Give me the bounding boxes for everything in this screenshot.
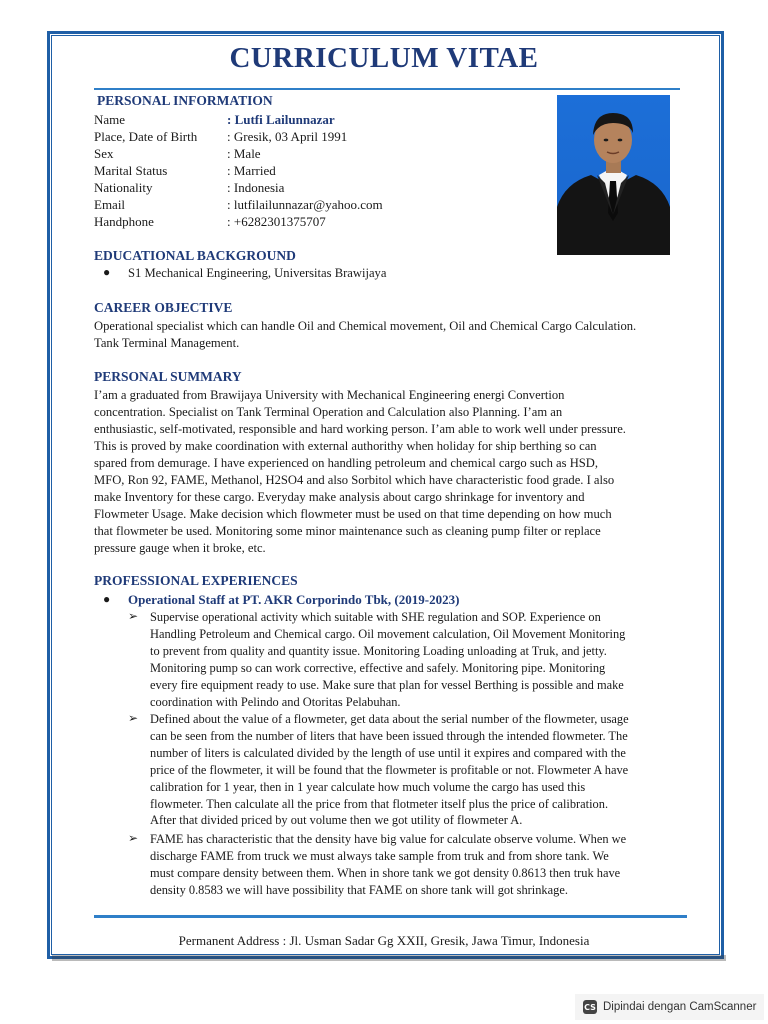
text-line: make Inventory for these cargo. Everyday make analysis about cargo shrinkage for inventory and — [94, 490, 585, 504]
text-line: FAME has characteristic that the density have big value for calculate observe volume. When we — [150, 832, 627, 846]
experience-point — [150, 831, 676, 899]
text-line: to prevent from quality and quantity issue. Monitoring Loading unloading at Truk, and jetty. — [150, 643, 607, 658]
info-label: Place, Date of Birth — [94, 129, 198, 144]
text-line: Monitoring pump so can work corrective, effective and safely. Monitoring pipe. Monitoring — [150, 660, 606, 675]
personal-summary-heading: PERSONAL SUMMARY — [94, 369, 242, 384]
text-line: price of the flowmeter, it will be found that the flowmeter is profitable or not. Flowmeter A have — [150, 762, 629, 777]
document-title: CURRICULUM VITAE — [229, 42, 539, 74]
bullet-dot: ● — [103, 265, 111, 279]
text-line: Supervise operational activity which suitable with SHE regulation and SOP. Experience on — [150, 610, 601, 624]
text-line: After that divided priced by out volume then we got utility of flowmeter A. — [150, 813, 523, 828]
info-value: : +6282301375707 — [227, 214, 326, 229]
info-row-birth — [94, 128, 347, 145]
text-line: calibration for 1 year, then in 1 year calculate how much volume the cargo has used this — [150, 779, 586, 794]
footer-rule — [94, 915, 687, 918]
text-line: flowmeter. Then calculate all the price from that flotmeter itself plus the price of calibration. — [150, 796, 609, 811]
page-shadow — [52, 955, 726, 961]
experience-heading: PROFESSIONAL EXPERIENCES — [94, 573, 298, 588]
camscanner-logo-icon: CS — [583, 1000, 597, 1014]
info-label: Name — [94, 112, 126, 127]
experience-point — [150, 711, 676, 829]
info-row-handphone — [94, 213, 326, 230]
info-label: Marital Status — [94, 163, 168, 178]
arrow-bullet-icon: ➢ — [128, 711, 139, 725]
arrow-bullet-icon: ➢ — [128, 831, 139, 845]
info-value: : Married — [227, 163, 276, 178]
experience-point — [150, 609, 676, 710]
personal-info-heading: PERSONAL INFORMATION — [97, 93, 273, 108]
text-line: density 0.8583 we will have possibility that FAME on shore tank will got shrinkage. — [150, 882, 568, 897]
text-line: MFO, Ron 92, FAME, Methanol, H2SO4 and also Sorbitol which have characteristic food grade. I also — [94, 473, 615, 487]
info-row-nationality — [94, 179, 284, 196]
text-line: Flowmeter Usage. Make decision which flowmeter must be used on that time depending on how much — [94, 507, 612, 521]
info-row-marital — [94, 162, 276, 179]
info-label: Email — [94, 197, 126, 212]
info-row-email — [94, 196, 383, 213]
job-title: Operational Staff at PT. AKR Corporindo Tbk, (2019-2023) — [128, 592, 460, 607]
text-line: number of liters is calculated divided by the length of use until it expires and compared with the — [150, 745, 626, 760]
text-line: must compare density between them. When in shore tank we got density 0.8613 then truk have — [150, 865, 621, 880]
camscanner-text: Dipindai dengan CamScanner — [603, 1001, 757, 1013]
text-line: This is proved by make coordination with external authorithy when holiday for ship berthing so can — [94, 439, 597, 453]
text-line: spared from demurage. I have experienced on handling petroleum and chemical cargo such as HSD, — [94, 456, 599, 470]
info-label: Sex — [94, 146, 114, 161]
info-value: : Lutfi Lailunnazar — [227, 112, 335, 127]
career-objective-heading: CAREER OBJECTIVE — [94, 300, 233, 315]
text-line: pressure gauge when it broke, etc. — [94, 541, 266, 555]
education-item: S1 Mechanical Engineering, Universitas Brawijaya — [128, 266, 387, 280]
info-label: Nationality — [94, 180, 153, 195]
info-row-name — [94, 111, 335, 128]
info-row-sex — [94, 145, 261, 162]
info-value: : Gresik, 03 April 1991 — [227, 129, 348, 144]
title-rule — [94, 88, 680, 90]
profile-photo — [557, 95, 670, 255]
text-line: Tank Terminal Management. — [94, 336, 240, 350]
text-line: every fire equipment ready to use. Make sure that plan for vessel Berthing is possible and make — [150, 677, 624, 692]
text-line: that flowmeter be used. Monitoring some minor maintenance such as cleaning pump filter or replace — [94, 524, 601, 538]
text-line: can be seen from the number of liters that have been issued through the intended flowmeter. The — [150, 728, 628, 743]
portrait-illustration — [557, 95, 670, 255]
info-value: : Male — [227, 146, 261, 161]
info-value: : Indonesia — [227, 180, 285, 195]
arrow-bullet-icon: ➢ — [128, 609, 139, 623]
personal-summary-text — [94, 387, 682, 557]
text-line: Handling Petroleum and Chemical cargo. Oil movement calculation, Oil Movement Monitoring — [150, 626, 626, 641]
bullet-dot: ● — [103, 592, 111, 606]
text-line: enthusiastic, self-motivated, responsible and hard working person. I’am able to work well under pressure. — [94, 422, 626, 436]
career-objective-text — [94, 318, 682, 352]
permanent-address: Permanent Address : Jl. Usman Sadar Gg XXII, Gresik, Jawa Timur, Indonesia — [178, 933, 590, 948]
camscanner-watermark — [575, 994, 764, 1020]
text-line: I’am a graduated from Brawijaya University with Mechanical Engineering energi Convertion — [94, 388, 565, 402]
text-line: Defined about the value of a flowmeter, get data about the serial number of the flowmeter, usage — [150, 712, 629, 726]
info-value: : lutfilailunnazar@yahoo.com — [227, 197, 383, 212]
text-line: discharge FAME from truck we must always take sample from truk and from shore tank. We — [150, 848, 609, 863]
text-line: concentration. Specialist on Tank Terminal Operation and Calculation also Planning. I’am an — [94, 405, 563, 419]
text-line: coordination with Pelindo and Otoritas Pelabuhan. — [150, 694, 401, 709]
education-heading: EDUCATIONAL BACKGROUND — [94, 248, 296, 263]
info-label: Handphone — [94, 214, 154, 229]
text-line: Operational specialist which can handle Oil and Chemical movement, Oil and Chemical Cargo Calculation. — [94, 319, 637, 333]
